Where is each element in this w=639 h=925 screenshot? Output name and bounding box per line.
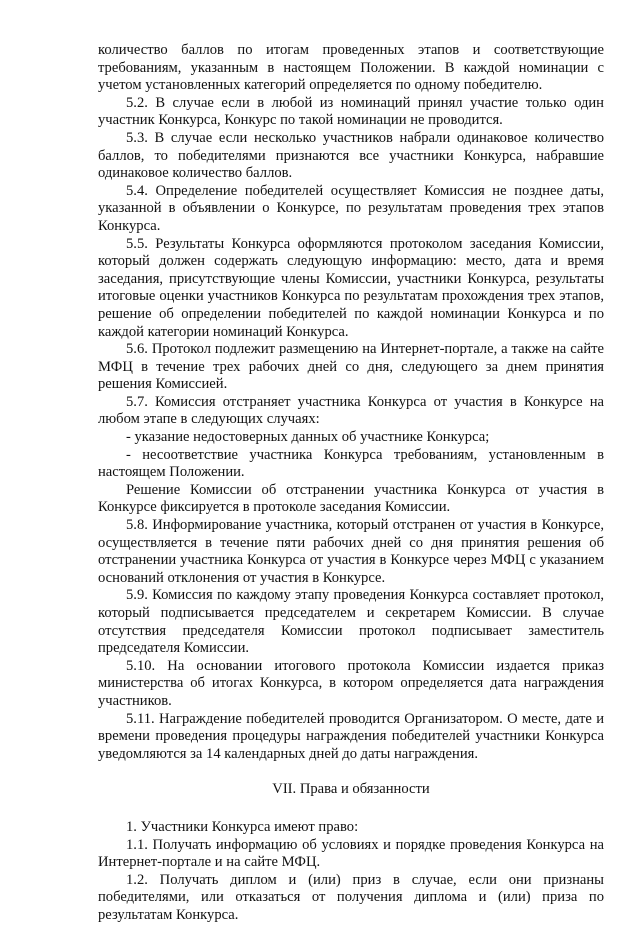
paragraph-continuation: количество баллов по итогам проведенных этапов и соответствующие требованиям, указанным в настоящем Положении. В каждой номинации с учетом установленных категорий определяется по одному победителю. — [98, 42, 604, 94]
paragraph-5-2: 5.2. В случае если в любой из номинаций принял участие только один участник Конкурса, Конкурс по такой номинации не проводится. — [98, 94, 604, 129]
section-heading: VII. Права и обязанности — [272, 781, 430, 798]
paragraph-5-9: 5.9. Комиссия по каждому этапу проведения Конкурса составляет протокол, который подписывается председателем и секретарем Комиссии. В случае отсутствия председателя Комиссии протокол подписывает заместитель председателя Комиссии. — [98, 587, 604, 657]
paragraph-5-3: 5.3. В случае если несколько участников набрали одинаковое количество баллов, то победителями признаются все участники Конкурса, набравшие одинаковое количество баллов. — [98, 129, 604, 182]
paragraph-7-1-2: 1.2. Получать диплом и (или) приз в случае, если они признаны победителями, или отказаться от получения диплома и (или) приза по результатам Конкурса. — [98, 871, 604, 923]
list-item-non-compliance: - несоответствие участника Конкурса требованиям, установленным в настоящем Положении. — [98, 446, 604, 481]
paragraph-5-4: 5.4. Определение победителей осуществляет Комиссия не позднее даты, указанной в объявлении о Конкурсе, по результатам проведения трех этапов Конкурса. — [98, 182, 604, 234]
paragraph-5-11: 5.11. Награждение победителей проводится Организатором. О месте, дате и времени проведения процедуры награждения победителей участники Конкурса уведомляются за 14 календарных дней до даты награждения. — [98, 710, 604, 762]
paragraph-5-6: 5.6. Протокол подлежит размещению на Интернет-портале, а также на сайте МФЦ в течение трех рабочих дней со дня, следующего за днем принятия решения Комиссией. — [98, 341, 604, 393]
paragraph-7-1-1: 1.1. Получать информацию об условиях и порядке проведения Конкурса на Интернет-портале и на сайте МФЦ. — [98, 836, 604, 871]
document-page — [98, 42, 604, 925]
paragraph-5-5: 5.5. Результаты Конкурса оформляются протоколом заседания Комиссии, который должен содержать следующую информацию: место, дата и время заседания, присутствующие члены Комиссии, участники Конкурса, результаты итоговые оценки участников Конкурса по результатам прохождения трех этапов, решение об определении победителей по каждой номинации Конкурса и по каждой категории номинаций Конкурса. — [98, 235, 604, 340]
list-item-false-data: - указание недостоверных данных об участнике Конкурса; — [126, 429, 490, 446]
paragraph-exclusion-decision: Решение Комиссии об отстранении участника Конкурса от участия в Конкурсе фиксируется в протоколе заседания Комиссии. — [98, 481, 604, 516]
paragraph-5-7: 5.7. Комиссия отстраняет участника Конкурса от участия в Конкурсе на любом этапе в следующих случаях: — [98, 393, 604, 428]
paragraph-5-10: 5.10. На основании итогового протокола Комиссии издается приказ министерства об итогах Конкурса, в котором определяется дата награждения участников. — [98, 657, 604, 709]
paragraph-7-1: 1. Участники Конкурса имеют право: — [126, 818, 359, 835]
paragraph-5-8: 5.8. Информирование участника, который отстранен от участия в Конкурсе, осуществляется в течение пяти рабочих дней со дня принятия решения об отстранении участника Конкурса от участия в Конкурсе через МФЦ с указанием оснований отклонения от участия в Конкурсе. — [98, 517, 604, 586]
